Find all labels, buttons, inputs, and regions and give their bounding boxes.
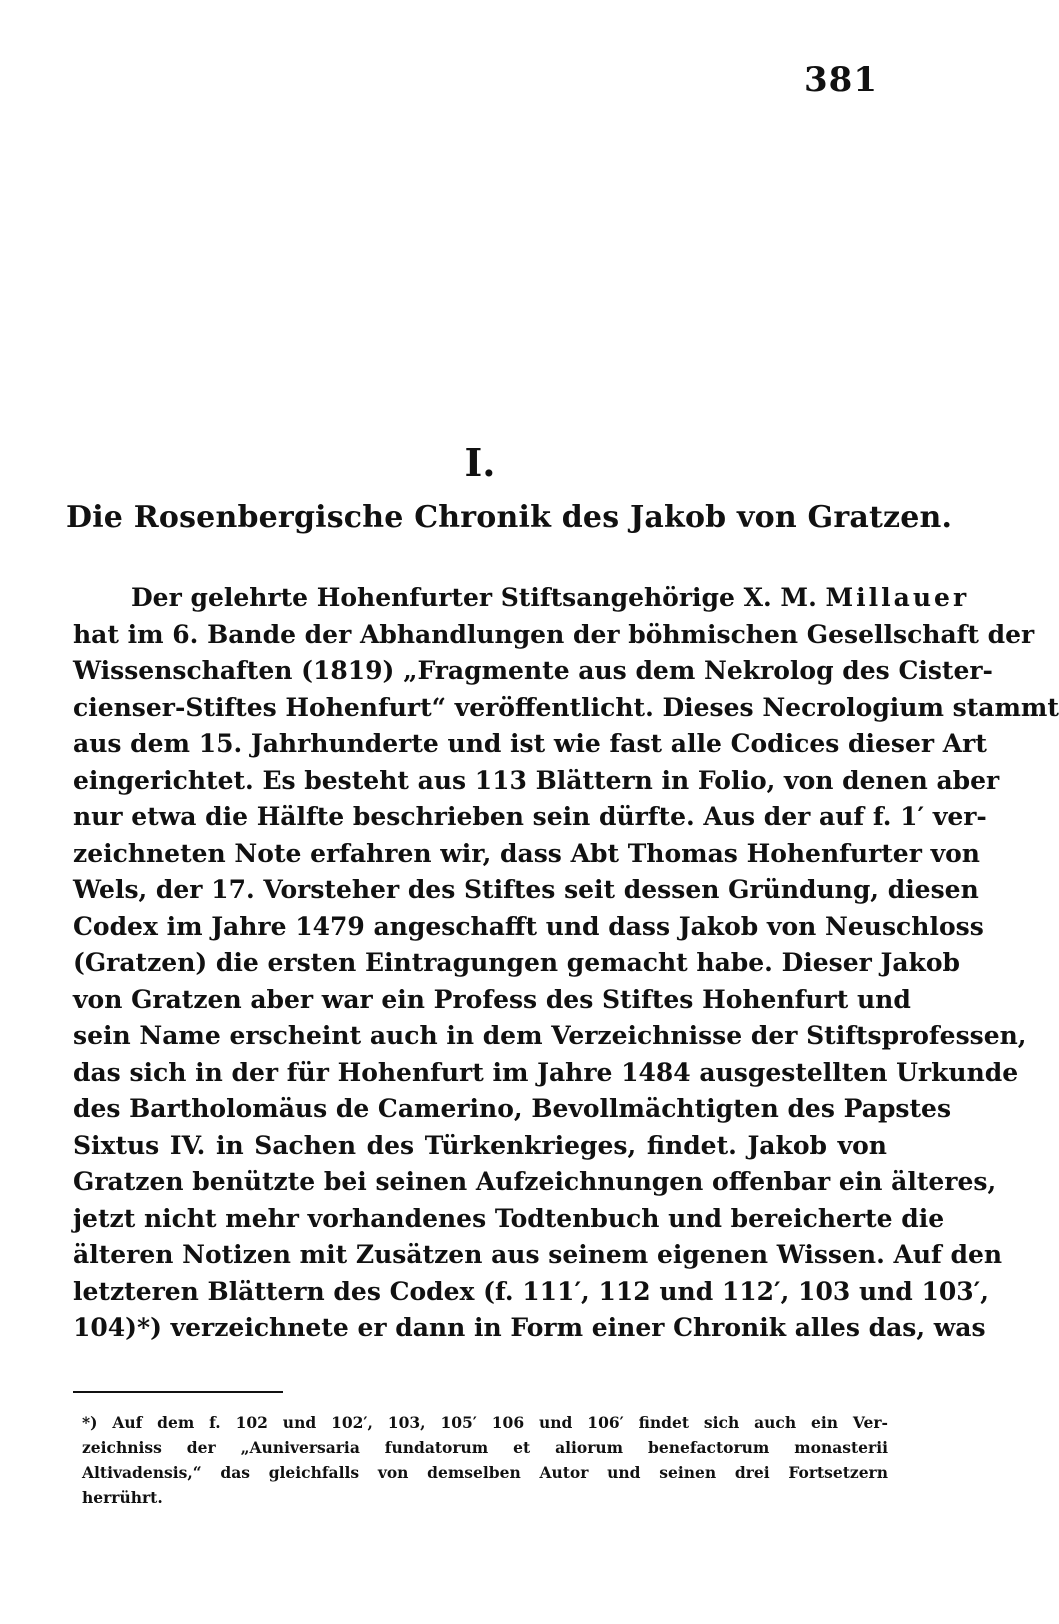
footnote-line: herrührt. [82,1488,163,1507]
body-line: Wissenschaften (1819) „Fragmente aus dem Nekrolog des Cister- [73,656,993,685]
footnote-line: Altivadensis,“ das gleichfalls von demselben Autor und seinen drei Fortsetzern [82,1463,888,1482]
footnote-line: *) Auf dem f. 102 und 102′, 103, 105′ 106 und 106′ findet sich auch ein Ver- [82,1413,888,1432]
body-line: 104)*) verzeichnete er dann in Form einer Chronik alles das, was [73,1313,986,1342]
body-line: Gratzen benützte bei seinen Aufzeichnungen offenbar ein älteres, [73,1167,997,1196]
body-line: Codex im Jahre 1479 angeschafft und dass Jakob von Neuschloss [73,911,984,941]
body-line: Sixtus IV. in Sachen des Türkenkrieges, findet. Jakob von [73,1130,887,1160]
footnote [82,1410,888,1510]
body-line: letzteren Blättern des Codex (f. 111′, 112 und 112′, 103 und 103′, [73,1276,989,1306]
body-line: hat im 6. Bande der Abhandlungen der böhmischen Gesellschaft der [73,619,1035,649]
body-line: aus dem 15. Jahrhunderte und ist wie fast alle Codices dieser Art [73,729,987,758]
body-line: von Gratzen aber war ein Profess des Stiftes Hohenfurt und [73,984,911,1014]
body-line: (Gratzen) die ersten Eintragungen gemacht habe. Dieser Jakob [73,948,961,977]
body-line: cienser-Stiftes Hohenfurt“ veröffentlicht. Dieses Necrologium stammt [73,692,1059,722]
chapter-title: Die Rosenbergische Chronik des Jakob von Gratzen. [66,500,953,535]
body-line-text: Der gelehrte Hohenfurter Stiftsangehörige X. M. [131,583,817,612]
body-line: eingerichtet. Es besteht aus 113 Blättern in Folio, von denen aber [73,765,1000,795]
body-line: des Bartholomäus de Camerino, Bevollmächtigten des Papstes [73,1094,952,1123]
author-name: Millauer [825,583,970,612]
page-number: 381 [804,60,878,100]
body-line: nur etwa die Hälfte beschrieben sein dürfte. Aus der auf f. 1′ ver- [73,802,987,831]
body-line: jetzt nicht mehr vorhandenes Todtenbuch und bereicherte die [73,1203,945,1233]
body-paragraph [73,580,1059,1347]
footnote-line: zeichniss der „Auniversaria fundatorum et aliorum benefactorum monasterii [82,1438,888,1457]
body-line: Wels, der 17. Vorsteher des Stiftes seit dessen Gründung, diesen [73,875,979,904]
body-line [73,580,970,617]
body-line: zeichneten Note erfahren wir, dass Abt Thomas Hohenfurter von [73,838,980,868]
body-line: das sich in der für Hohenfurt im Jahre 1484 ausgestellten Urkunde [73,1057,1019,1087]
footnote-divider [73,1391,283,1393]
section-numeral: I. [464,440,496,485]
body-line: älteren Notizen mit Zusätzen aus seinem eigenen Wissen. Auf den [73,1240,1003,1269]
body-line: sein Name erscheint auch in dem Verzeichnisse der Stiftsprofessen, [73,1021,1027,1050]
